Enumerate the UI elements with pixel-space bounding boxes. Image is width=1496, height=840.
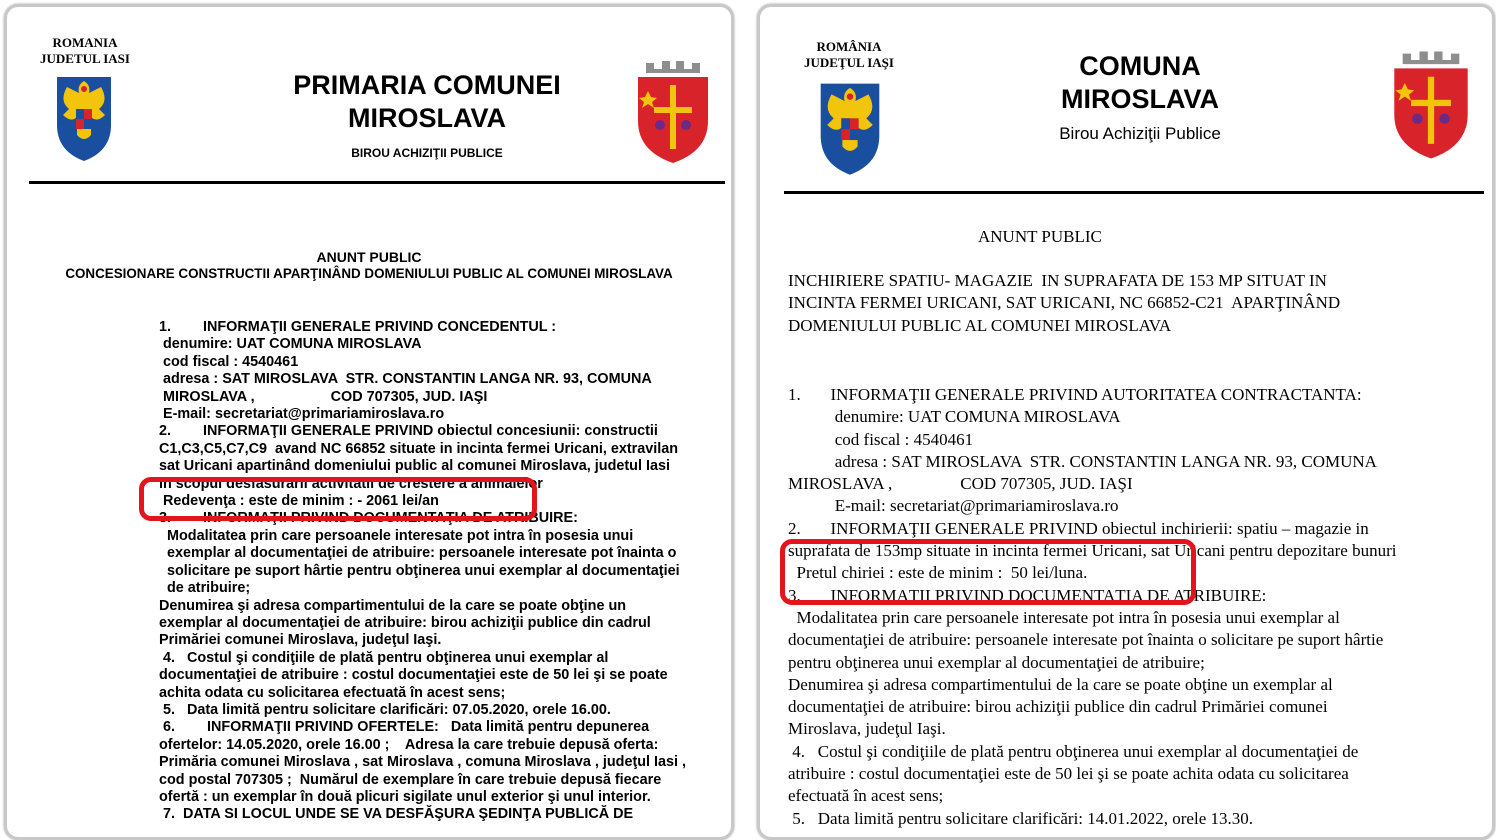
body-line: Miroslava, judeţul Iaşi. <box>788 719 946 739</box>
email-line: E-mail: secretariat@primariamiroslava.ro <box>788 496 1119 516</box>
subject-line: DOMENIULUI PUBLIC AL COMUNEI MIROSLAVA <box>788 315 1172 335</box>
left-document <box>4 4 734 840</box>
announcement-title: ANUNT PUBLIC <box>978 227 1102 246</box>
title-line-2: MIROSLAVA <box>1061 84 1219 114</box>
body-line: cod postal 707305 ; Numărul de exemplare în care trebuie depusă fiecare <box>159 771 662 788</box>
body-line: ofertelor: 14.05.2020, orele 16.00 ; Adresa la care trebuie depusă oferta: <box>159 736 659 753</box>
county-text: JUDETUL IASI <box>40 51 130 66</box>
body-line: 2. INFORMAŢII GENERALE PRIVIND obiectul concesiunii: constructii <box>159 423 658 440</box>
country-text: ROMÂNIA <box>816 39 882 54</box>
fee-highlight-ring <box>139 477 537 521</box>
subject-line: INCINTA FERMEI URICANI, SAT URICANI, NC 66852-C21 APARŢINÂND <box>788 293 1341 313</box>
body-line: ofertă : un exemplar în două plicuri sigilate unul exterior şi unul interior. <box>159 788 651 805</box>
page-title <box>257 69 597 135</box>
announcement-subject <box>788 270 1340 337</box>
title-line-1: COMUNA <box>1079 51 1201 81</box>
body-line: 4. Costul şi condiţiile de plată pentru obţinerea unui exemplar al documentaţiei de <box>788 741 1359 761</box>
right-document <box>757 4 1495 840</box>
body-line: achita odata cu solicitarea efectuată în acest sens; <box>159 684 506 701</box>
body-line: Denumirea şi adresa compartimentului de la care se poate obţine un <box>159 597 627 614</box>
body-line: documentaţiei de atribuire: birou achiziţii publice din cadrul Primăriei comunei <box>788 697 1328 717</box>
country-text: ROMANIA <box>52 35 118 50</box>
right-body <box>788 384 1396 830</box>
body-line: 1. INFORMAŢII GENERALE PRIVIND CONCEDENTUL : <box>159 319 557 335</box>
body-line: Modalitatea prin care persoanele interesate pot intra în posesia unui exemplar al <box>788 607 1340 627</box>
body-line: 2. INFORMAŢII GENERALE PRIVIND obiectul inchirierii: spatiu – magazie in <box>788 518 1369 538</box>
body-line: 3. INFORMAŢII PRIVIND DOCUMENTAŢIA DE ATRIBUIRE: <box>788 585 1267 605</box>
body-line: C1,C3,C5,C7,C9 avand NC 66852 situate in incinta fermei Uricani, extravilan <box>159 440 679 457</box>
body-line: sat Uricani apartinând domeniului public al comunei Miroslava, judetul Iasi <box>159 458 670 475</box>
body-line: documentaţiei de atribuire : costul documentaţiei este de 50 lei şi se poate <box>159 667 668 684</box>
body-line: Primăriei comunei Miroslava, judeţul Iaşi. <box>159 632 442 649</box>
header-rule <box>784 191 1484 194</box>
fee-line: Redevenţa : este de minim : - 2061 lei/an <box>159 493 439 510</box>
miroslava-coat-of-arms-icon <box>1388 45 1474 163</box>
body-line: Primăria comunei Miroslava , sat Miroslava , comuna Miroslava , judeţul Iasi , <box>159 754 687 771</box>
body-line: exemplar al documentaţiei de atribuire: persoanele interesate pot înainta o <box>159 545 677 562</box>
body-line: 6. INFORMAŢII PRIVIND OFERTELE: Data limită pentru depunerea <box>159 719 650 736</box>
country-label <box>794 39 904 71</box>
body-line: MIROSLAVA , COD 707305, JUD. IAŞI <box>788 474 1133 494</box>
body-line: documentaţiei de atribuire: persoanele interesate pot înainta o solicitare pe suport hârtie <box>788 630 1384 650</box>
announcement-subject: CONCESIONARE CONSTRUCTII APARŢINÂND DOMENIULUI PUBLIC AL COMUNEI MIROSLAVA <box>65 266 673 281</box>
romania-coat-of-arms-icon <box>49 71 119 163</box>
body-line: 5. Data limită pentru solicitare clarificări: 14.01.2022, orele 13.30. <box>788 808 1253 828</box>
body-line: cod fiscal : 4540461 <box>788 429 974 449</box>
body-line: 1. INFORMAŢII GENERALE PRIVIND AUTORITATEA CONTRACTANTA: <box>788 385 1362 404</box>
title-line-1: PRIMARIA COMUNEI <box>293 70 561 100</box>
left-body <box>159 319 686 824</box>
body-line: cod fiscal : 4540461 <box>159 353 299 370</box>
body-line: atribuire : costul documentaţiei este de 50 lei şi se poate achita odata cu solicitarea <box>788 764 1349 784</box>
body-line: Modalitatea prin care persoanele interesate pot intra în posesia unui <box>159 527 634 544</box>
body-line: 4. Costul şi condiţiile de plată pentru obţinerea unui exemplar al <box>159 649 609 666</box>
body-line: pentru obţinerea unui exemplar al documentaţiei de atribuire; <box>788 652 1205 672</box>
subject-line: INCHIRIERE SPATIU- MAGAZIE IN SUPRAFATA DE 153 MP SITUAT IN <box>788 271 1327 290</box>
body-line: denumire: UAT COMUNA MIROSLAVA <box>159 336 422 353</box>
body-line: de atribuire; <box>159 580 251 597</box>
body-line: exemplar al documentaţiei de atribuire: birou achiziţii publice din cadrul <box>159 614 651 631</box>
miroslava-coat-of-arms-icon <box>632 55 714 167</box>
body-line: Denumirea şi adresa compartimentului de la care se poate obţine un exemplar al <box>788 674 1333 694</box>
subtitle: BIROU ACHIZIŢII PUBLICE <box>351 146 503 160</box>
body-line: suprafata de 153mp situate in incinta fermei Uricani, sat Uricani pentru depozitare bunuri <box>788 541 1397 561</box>
body-line: denumire: UAT COMUNA MIROSLAVA <box>788 407 1121 427</box>
county-text: JUDEŢUL IAŞI <box>804 55 894 70</box>
body-line: efectuată în acest sens; <box>788 786 944 806</box>
rent-line: Pretul chiriei : este de minim : 50 lei/luna. <box>788 563 1088 583</box>
announcement-title: ANUNT PUBLIC <box>316 249 422 265</box>
body-line: solicitare pe suport hârtie pentru obţinerea unui exemplar al documentaţiei <box>159 562 680 579</box>
page-title <box>990 50 1290 116</box>
subtitle: Birou Achiziţii Publice <box>1059 124 1221 143</box>
email-line: E-mail: secretariat@primariamiroslava.ro <box>159 406 445 423</box>
body-line: MIROSLAVA , COD 707305, JUD. IAŞI <box>159 388 488 405</box>
romania-coat-of-arms-icon <box>812 77 888 177</box>
body-line: 3. INFORMAŢII PRIVIND DOCUMENTAŢIA DE ATRIBUIRE: <box>159 510 578 527</box>
title-line-2: MIROSLAVA <box>348 103 506 133</box>
country-label <box>31 35 139 67</box>
rent-highlight-ring <box>780 539 1196 605</box>
body-line: adresa : SAT MIROSLAVA STR. CONSTANTIN LANGA NR. 93, COMUNA <box>159 371 652 388</box>
body-line: 5. Data limită pentru solicitare clarificări: 07.05.2020, orele 16.00. <box>159 701 611 718</box>
body-line: adresa : SAT MIROSLAVA STR. CONSTANTIN LANGA NR. 93, COMUNA <box>788 451 1377 471</box>
body-line: in scopul desfasurarii activitatii de crestere a animalelor <box>159 475 543 492</box>
body-line: 7. DATA SI LOCUL UNDE SE VA DESFĂŞURA ŞEDINŢA PUBLICĂ DE <box>159 806 634 823</box>
header-rule <box>29 181 725 184</box>
